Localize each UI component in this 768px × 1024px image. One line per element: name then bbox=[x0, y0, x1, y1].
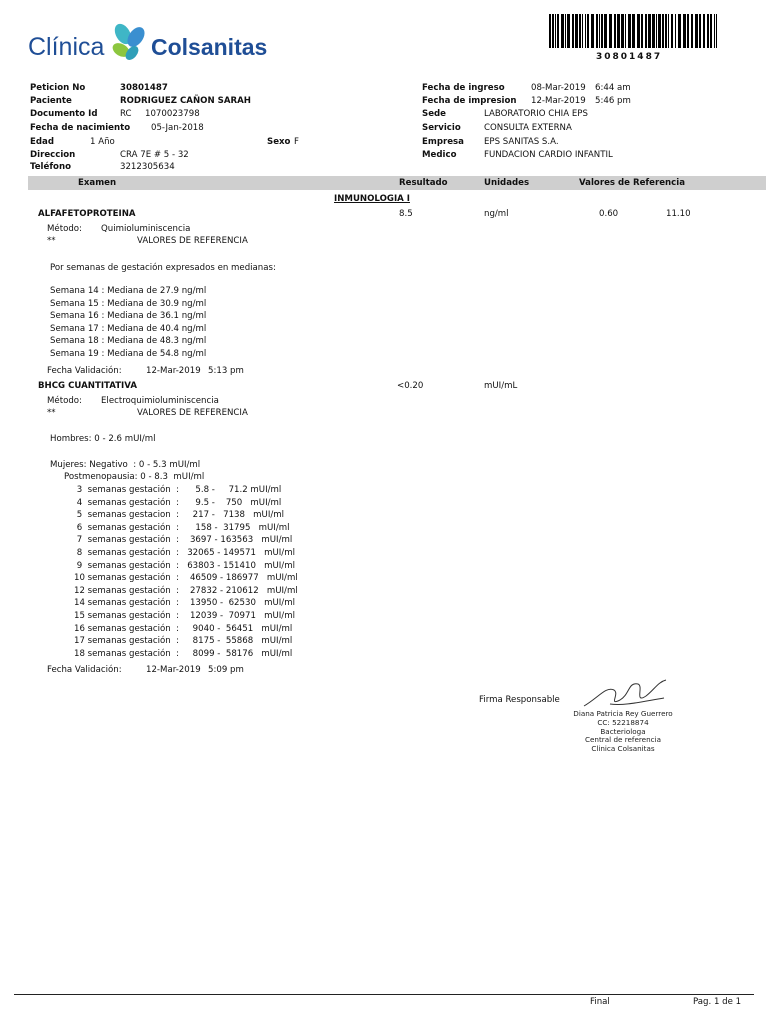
list-item: 16 semanas gestación : 9040 - 56451 mUI/ml bbox=[74, 623, 293, 634]
test1-intro: Por semanas de gestación expresados en medianas: bbox=[50, 263, 276, 273]
empresa-label: Empresa bbox=[422, 137, 464, 147]
list-item: Semana 16 : Mediana de 36.1 ng/ml bbox=[50, 311, 207, 322]
firma-label: Firma Responsable bbox=[479, 695, 560, 705]
empresa-value: EPS SANITAS S.A. bbox=[484, 137, 559, 147]
col-valores-header: Valores de Referencia bbox=[579, 178, 686, 188]
test1-metodo: Quimioluminiscencia bbox=[101, 224, 191, 234]
barcode-number: 30801487 bbox=[596, 52, 663, 62]
telefono-label: Teléfono bbox=[30, 162, 71, 172]
direccion-value: CRA 7E # 5 - 32 bbox=[120, 150, 189, 160]
test1-stars: ** bbox=[47, 236, 56, 246]
ingreso-label: Fecha de ingreso bbox=[422, 83, 505, 93]
test1-ref-title: VALORES DE REFERENCIA bbox=[137, 236, 248, 246]
documento-tipo: RC bbox=[120, 109, 132, 119]
test1-validacion-hora: 5:13 pm bbox=[208, 366, 244, 376]
list-item: 10 semanas gestación : 46509 - 186977 mUI/ml bbox=[74, 573, 298, 584]
signer-name: Diana Patricia Rey Guerrero bbox=[573, 709, 673, 718]
list-item: 5 semanas gestacion : 217 - 7138 mUI/ml bbox=[74, 510, 285, 521]
logo-clinica-text: Clínica bbox=[28, 33, 105, 61]
list-item: 7 semanas gestación : 3697 - 163563 mUI/ml bbox=[74, 535, 293, 546]
signer-org1: Central de referencia bbox=[584, 735, 662, 745]
medico-value: FUNDACION CARDIO INFANTIL bbox=[484, 150, 613, 160]
list-item: 18 semanas gestación : 8099 - 58176 mUI/ml bbox=[74, 648, 293, 659]
test1-metodo-label: Método: bbox=[47, 224, 82, 234]
butterfly-logo-icon bbox=[109, 22, 151, 62]
section-title: INMUNOLOGIA I bbox=[334, 194, 410, 204]
sede-value: LABORATORIO CHIA EPS bbox=[484, 109, 588, 119]
peticion-value: 30801487 bbox=[120, 83, 168, 93]
telefono-value: 3212305634 bbox=[120, 162, 175, 172]
test2-mujeres: Mujeres: Negativo : 0 - 5.3 mUI/ml bbox=[50, 460, 201, 470]
test2-metodo-label: Método: bbox=[47, 396, 82, 406]
test2-reference-list bbox=[74, 484, 298, 660]
ingreso-hora: 6:44 am bbox=[595, 83, 631, 93]
list-item: Semana 15 : Mediana de 30.9 ng/ml bbox=[50, 298, 207, 309]
logo-colsanitas-text: Colsanitas bbox=[151, 34, 268, 60]
footer-status: Final bbox=[590, 997, 610, 1007]
test1-name: ALFAFETOPROTEINA bbox=[38, 209, 136, 219]
list-item: 17 semanas gestación : 8175 - 55868 mUI/ml bbox=[74, 636, 293, 647]
servicio-value: CONSULTA EXTERNA bbox=[484, 123, 572, 133]
sede-label: Sede bbox=[422, 109, 446, 119]
test2-validacion-fecha: 12-Mar-2019 bbox=[146, 665, 201, 675]
test2-name: BHCG CUANTITATIVA bbox=[38, 381, 137, 391]
test2-hombres: Hombres: 0 - 2.6 mUI/ml bbox=[50, 434, 156, 444]
peticion-label: Peticion No bbox=[30, 83, 86, 93]
impresion-hora: 5:46 pm bbox=[595, 96, 631, 106]
list-item: 6 semanas gestación : 158 - 31795 mUI/ml bbox=[74, 522, 290, 533]
test1-ref-low: 0.60 bbox=[599, 209, 619, 219]
barcode-icon bbox=[549, 14, 719, 48]
test1-unit: ng/ml bbox=[484, 209, 509, 219]
signer-title: Bacteriologa bbox=[600, 726, 646, 736]
nacimiento-value: 05-Jan-2018 bbox=[151, 123, 204, 133]
test2-metodo: Electroquimioluminiscencia bbox=[101, 396, 219, 406]
direccion-label: Direccion bbox=[30, 150, 76, 160]
list-item: 9 semanas gestación : 63803 - 151410 mUI/ml bbox=[74, 560, 295, 571]
edad-value: 1 Año bbox=[90, 137, 115, 147]
documento-value: 1070023798 bbox=[145, 109, 200, 119]
paciente-label: Paciente bbox=[30, 96, 72, 106]
list-item: 15 semanas gestación : 12039 - 70971 mUI/ml bbox=[74, 610, 295, 621]
test1-validacion-fecha: 12-Mar-2019 bbox=[146, 366, 201, 376]
servicio-label: Servicio bbox=[422, 123, 461, 133]
test2-ref-title: VALORES DE REFERENCIA bbox=[137, 408, 248, 418]
test2-validacion-label: Fecha Validación: bbox=[47, 665, 122, 675]
signature-block bbox=[562, 710, 684, 754]
list-item: 14 semanas gestación : 13950 - 62530 mUI/ml bbox=[74, 598, 295, 609]
test2-stars: ** bbox=[47, 408, 56, 418]
test1-reference-list bbox=[50, 285, 206, 361]
edad-label: Edad bbox=[30, 137, 54, 147]
test1-validacion-label: Fecha Validación: bbox=[47, 366, 122, 376]
col-examen-header: Examen bbox=[78, 178, 117, 188]
test1-ref-high: 11.10 bbox=[666, 209, 691, 219]
footer-divider bbox=[14, 994, 754, 995]
test2-result: <0.20 bbox=[397, 381, 424, 391]
list-item: Semana 19 : Mediana de 54.8 ng/ml bbox=[50, 348, 207, 359]
signer-cc: CC: 52218874 bbox=[597, 717, 649, 727]
footer-page: Pag. 1 de 1 bbox=[693, 997, 742, 1007]
list-item: 8 semanas gestación : 32065 - 149571 mUI/ml bbox=[74, 547, 295, 558]
col-unidades-header: Unidades bbox=[484, 178, 530, 188]
test2-postmenopausia: Postmenopausia: 0 - 8.3 mUI/ml bbox=[64, 472, 205, 482]
test1-result: 8.5 bbox=[399, 209, 413, 219]
impresion-fecha: 12-Mar-2019 bbox=[531, 96, 586, 106]
test2-validacion-hora: 5:09 pm bbox=[208, 665, 244, 675]
signer-org2: Clinica Colsanitas bbox=[591, 744, 655, 754]
list-item: 12 semanas gestación : 27832 - 210612 mUI/ml bbox=[74, 585, 298, 596]
list-item: Semana 18 : Mediana de 48.3 ng/ml bbox=[50, 336, 207, 347]
nacimiento-label: Fecha de nacimiento bbox=[30, 123, 131, 133]
list-item: 4 semanas gestación : 9.5 - 750 mUI/ml bbox=[74, 497, 282, 508]
documento-label: Documento Id bbox=[30, 109, 98, 119]
test2-unit: mUI/mL bbox=[484, 381, 518, 391]
ingreso-fecha: 08-Mar-2019 bbox=[531, 83, 586, 93]
paciente-value: RODRIGUEZ CAÑON SARAH bbox=[120, 96, 251, 106]
sexo-value: F bbox=[294, 137, 299, 147]
col-resultado-header: Resultado bbox=[399, 178, 448, 188]
list-item: Semana 14 : Mediana de 27.9 ng/ml bbox=[50, 286, 207, 296]
sexo-label: Sexo bbox=[267, 137, 291, 147]
handwritten-signature-icon bbox=[580, 676, 670, 712]
list-item: 3 semanas gestación : 5.8 - 71.2 mUI/ml bbox=[74, 485, 282, 495]
impresion-label: Fecha de impresion bbox=[422, 96, 517, 106]
list-item: Semana 17 : Mediana de 40.4 ng/ml bbox=[50, 323, 207, 334]
medico-label: Medico bbox=[422, 150, 457, 160]
